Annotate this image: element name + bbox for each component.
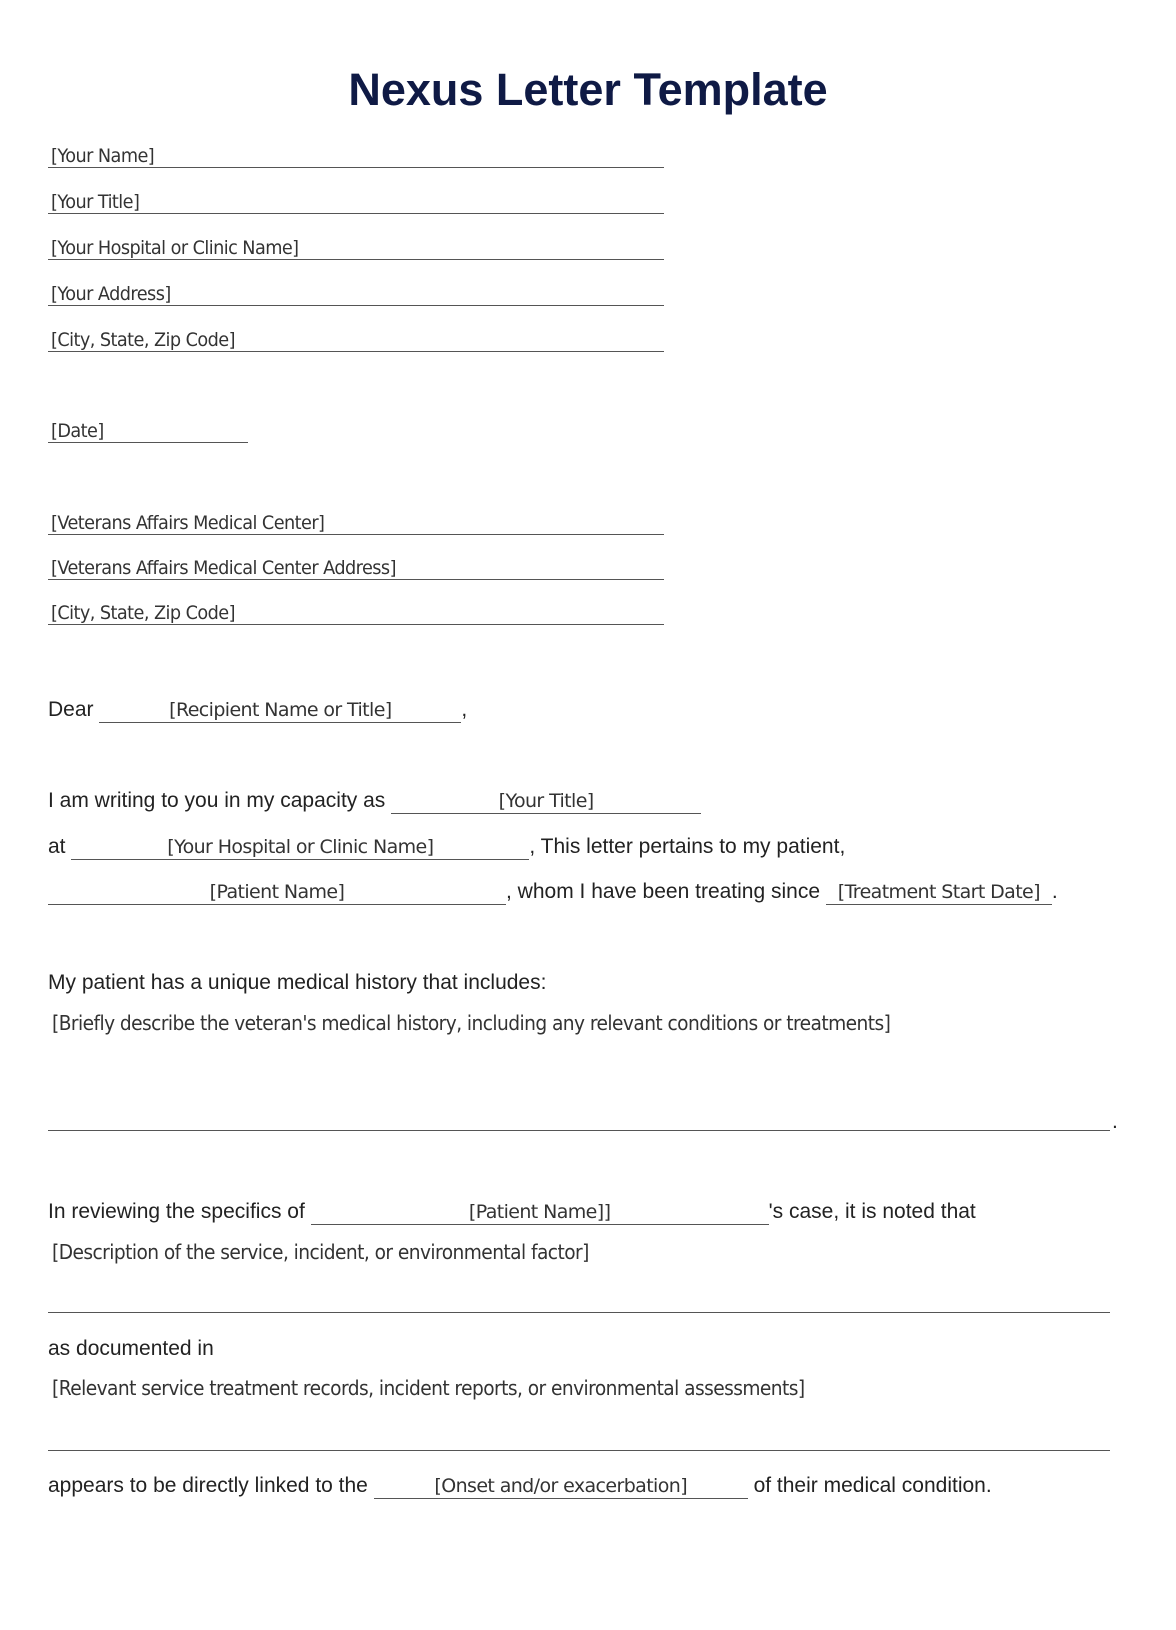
placeholder: [Date] — [51, 420, 104, 442]
salutation — [48, 698, 467, 723]
text: appears to be directly linked to the — [48, 1474, 368, 1497]
medical-history-line[interactable] — [48, 1130, 1110, 1131]
placeholder: [Veterans Affairs Medical Center Address] — [51, 557, 396, 579]
text: I am writing to you in my capacity as — [48, 789, 386, 812]
placeholder: [Patient Name] — [209, 881, 345, 903]
para1-line3 — [48, 880, 1058, 905]
placeholder: [Onset and/or exacerbation] — [434, 1475, 688, 1497]
your-name-field[interactable] — [48, 139, 664, 168]
text: In reviewing the specifics of — [48, 1200, 305, 1223]
para1-line2 — [48, 835, 845, 860]
placeholder: [Veterans Affairs Medical Center] — [51, 512, 325, 534]
placeholder: [Recipient Name or Title] — [169, 699, 392, 721]
your-city-field[interactable] — [48, 323, 664, 352]
treatment-start-date-field[interactable] — [826, 880, 1052, 905]
records-field[interactable] — [52, 1376, 861, 1401]
text: , This letter pertains to my patient, — [529, 835, 846, 858]
patient-name-field-2[interactable] — [311, 1200, 769, 1225]
text: of their medical condition. — [753, 1474, 992, 1497]
placeholder: [Your Title] — [498, 790, 594, 812]
text: at — [48, 835, 66, 858]
salutation-suffix: , — [461, 698, 468, 721]
placeholder: [Your Hospital or Clinic Name] — [167, 836, 434, 858]
your-hospital-field[interactable] — [48, 231, 664, 260]
patient-name-field[interactable] — [48, 880, 506, 905]
va-center-field[interactable] — [48, 506, 664, 535]
placeholder: [Description of the service, incident, or environmental factor] — [52, 1240, 589, 1264]
placeholder: [Relevant service treatment records, incident reports, or environmental assessments] — [52, 1376, 805, 1400]
placeholder: [Your Address] — [51, 283, 171, 305]
hospital-field[interactable] — [71, 835, 529, 860]
placeholder: [Treatment Start Date] — [837, 881, 1040, 903]
medical-history-field[interactable] — [52, 1011, 953, 1036]
para3-line1 — [48, 1200, 976, 1225]
period: . — [1112, 1110, 1118, 1133]
documented-text: as documented in — [48, 1337, 214, 1360]
salutation-prefix: Dear — [48, 698, 94, 721]
records-line[interactable] — [48, 1450, 1110, 1451]
onset-field[interactable] — [374, 1474, 748, 1499]
placeholder: [Briefly describe the veteran's medical history, including any relevant conditions or treatments] — [52, 1011, 891, 1035]
placeholder: [Your Name] — [51, 145, 155, 167]
service-description-field[interactable] — [52, 1240, 629, 1265]
placeholder: [City, State, Zip Code] — [51, 329, 235, 351]
date-field[interactable] — [48, 414, 248, 443]
placeholder: [Your Hospital or Clinic Name] — [51, 237, 299, 259]
placeholder: [Your Title] — [51, 191, 140, 213]
va-address-field[interactable] — [48, 551, 664, 580]
recipient-name-field[interactable] — [99, 698, 461, 723]
capacity-title-field[interactable] — [391, 789, 701, 814]
text: . — [1051, 880, 1058, 903]
para1-line1 — [48, 789, 701, 814]
service-description-line[interactable] — [48, 1312, 1110, 1313]
text: 's case, it is noted that — [768, 1200, 976, 1223]
text: , whom I have been treating since — [506, 880, 821, 903]
va-city-field[interactable] — [48, 596, 664, 625]
your-title-field[interactable] — [48, 185, 664, 214]
page-title: Nexus Letter Template — [348, 64, 828, 115]
para3-last-line — [48, 1474, 992, 1499]
your-address-field[interactable] — [48, 277, 664, 306]
placeholder: [City, State, Zip Code] — [51, 602, 235, 624]
para2-intro: My patient has a unique medical history that includes: — [48, 971, 547, 994]
placeholder: [Patient Name]] — [468, 1201, 611, 1223]
